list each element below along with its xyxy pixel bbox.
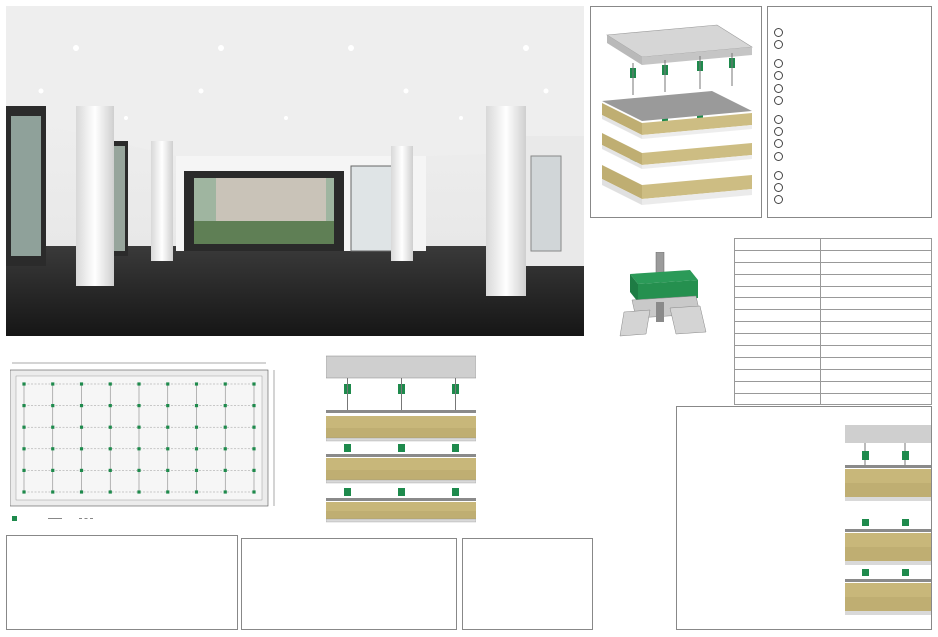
spec-value [821, 369, 932, 381]
spec-value [821, 381, 932, 393]
plan-hanger [137, 426, 140, 429]
section-drawing [326, 354, 476, 524]
plan-hanger [51, 426, 54, 429]
plan-hanger [252, 404, 255, 407]
spec-row [735, 369, 932, 381]
system-layer-item [774, 194, 788, 206]
system-layers-panel [767, 6, 932, 218]
plan-hanger [51, 490, 54, 493]
spec-row [735, 393, 932, 405]
plan-hanger [80, 447, 83, 450]
spec-value [821, 298, 932, 310]
system-layer-item [774, 57, 788, 69]
specs-table [734, 238, 932, 405]
plan-hanger [252, 490, 255, 493]
plan-hanger [80, 404, 83, 407]
plan-hanger [195, 404, 198, 407]
layer-number [774, 96, 783, 105]
plan-hanger [51, 469, 54, 472]
system-layer-item [774, 70, 788, 82]
plan-hanger [195, 490, 198, 493]
plan-hanger [109, 382, 112, 385]
spec-row [735, 250, 932, 262]
system-layer-item [774, 169, 788, 181]
spec-row [735, 310, 932, 322]
plan-hanger [252, 469, 255, 472]
spec-key [735, 262, 821, 274]
plan-hanger [252, 447, 255, 450]
spec-key [735, 369, 821, 381]
layer-detail-drawing [845, 425, 931, 629]
plan-hanger [51, 447, 54, 450]
plan-hanger [80, 469, 83, 472]
notes-panel [6, 535, 238, 630]
layer-number [774, 171, 783, 180]
spec-key [735, 310, 821, 322]
layer-number [774, 195, 783, 204]
spec-row [735, 346, 932, 358]
spec-key [735, 239, 821, 251]
spec-value [821, 262, 932, 274]
plan-hanger [80, 426, 83, 429]
spec-value [821, 393, 932, 405]
system-layer-item [774, 38, 788, 57]
plan-hanger [224, 382, 227, 385]
layer-number [774, 183, 783, 192]
layer-number [774, 84, 783, 93]
system-layer-item [774, 150, 788, 169]
spec-key [735, 357, 821, 369]
hanger-illustration [610, 252, 710, 340]
spec-key [735, 381, 821, 393]
plan-hanger [137, 447, 140, 450]
room-render [6, 6, 584, 336]
layer-detail-panel [676, 406, 932, 630]
plan-hanger [224, 490, 227, 493]
plan-hanger [195, 447, 198, 450]
plan-legend [12, 516, 96, 521]
specs-panel [734, 222, 932, 404]
finishes-panel [462, 538, 593, 630]
plan-hanger [109, 469, 112, 472]
layer-number [774, 40, 783, 49]
spec-key [735, 334, 821, 346]
isometric-illustration [597, 23, 757, 215]
plan-hanger [80, 490, 83, 493]
plan-hanger [22, 447, 25, 450]
spec-value [821, 334, 932, 346]
plan-hanger [22, 426, 25, 429]
room-render-illustration [6, 6, 584, 336]
layer-number [774, 71, 783, 80]
system-layer-item [774, 125, 788, 137]
spec-key [735, 393, 821, 405]
spec-value [821, 274, 932, 286]
isometric-panel [590, 6, 762, 218]
plan-hanger [109, 447, 112, 450]
plan-hanger [22, 382, 25, 385]
system-layer-item [774, 26, 788, 38]
plan-hanger [80, 382, 83, 385]
plan-hanger [224, 404, 227, 407]
plan-hanger [166, 382, 169, 385]
spec-value [821, 357, 932, 369]
plan-hanger [166, 447, 169, 450]
plan-hanger [51, 404, 54, 407]
ceiling-plan-panel [6, 340, 288, 530]
plan-hanger [252, 426, 255, 429]
system-layer-item [774, 94, 788, 113]
plan-hanger [195, 469, 198, 472]
spec-row [735, 286, 932, 298]
plan-hanger [22, 469, 25, 472]
system-layer-item [774, 113, 788, 125]
layer-number [774, 152, 783, 161]
plan-hanger [166, 490, 169, 493]
plan-hanger [109, 490, 112, 493]
plan-hanger [137, 404, 140, 407]
typical-section-panel [290, 340, 676, 530]
plan-hanger [109, 404, 112, 407]
plan-hanger [51, 382, 54, 385]
spec-row [735, 334, 932, 346]
spec-row [735, 381, 932, 393]
performance-panel [241, 538, 457, 630]
system-layer-item [774, 82, 788, 94]
plan-hanger [166, 426, 169, 429]
plan-hanger [252, 382, 255, 385]
system-layer-item [774, 181, 788, 193]
spec-value [821, 310, 932, 322]
plan-hanger [195, 426, 198, 429]
system-layers-list [774, 26, 788, 206]
plan-hanger [166, 404, 169, 407]
plan-hanger [224, 426, 227, 429]
plan-hanger [137, 469, 140, 472]
spec-value [821, 239, 932, 251]
spec-row [735, 322, 932, 334]
spec-row [735, 357, 932, 369]
spec-row [735, 274, 932, 286]
spec-key [735, 346, 821, 358]
layer-number [774, 127, 783, 136]
spec-value [821, 322, 932, 334]
spec-key [735, 250, 821, 262]
plan-hanger [137, 490, 140, 493]
plan-hanger [109, 426, 112, 429]
spec-value [821, 286, 932, 298]
spec-row [735, 262, 932, 274]
layer-number [774, 28, 783, 37]
ceiling-plan-drawing [10, 360, 282, 510]
plan-hanger [137, 382, 140, 385]
plan-hanger [22, 404, 25, 407]
system-layer-item [774, 138, 788, 150]
layer-number [774, 139, 783, 148]
hanger-panel [590, 222, 730, 340]
plan-hanger [224, 469, 227, 472]
spec-key [735, 322, 821, 334]
spec-key [735, 286, 821, 298]
plan-hanger [195, 382, 198, 385]
spec-value [821, 250, 932, 262]
layer-number [774, 59, 783, 68]
spec-row [735, 239, 932, 251]
plan-hanger [166, 469, 169, 472]
spec-key [735, 274, 821, 286]
spec-row [735, 298, 932, 310]
spec-value [821, 346, 932, 358]
plan-hanger [224, 447, 227, 450]
plan-hanger [22, 490, 25, 493]
layer-number [774, 115, 783, 124]
spec-key [735, 298, 821, 310]
